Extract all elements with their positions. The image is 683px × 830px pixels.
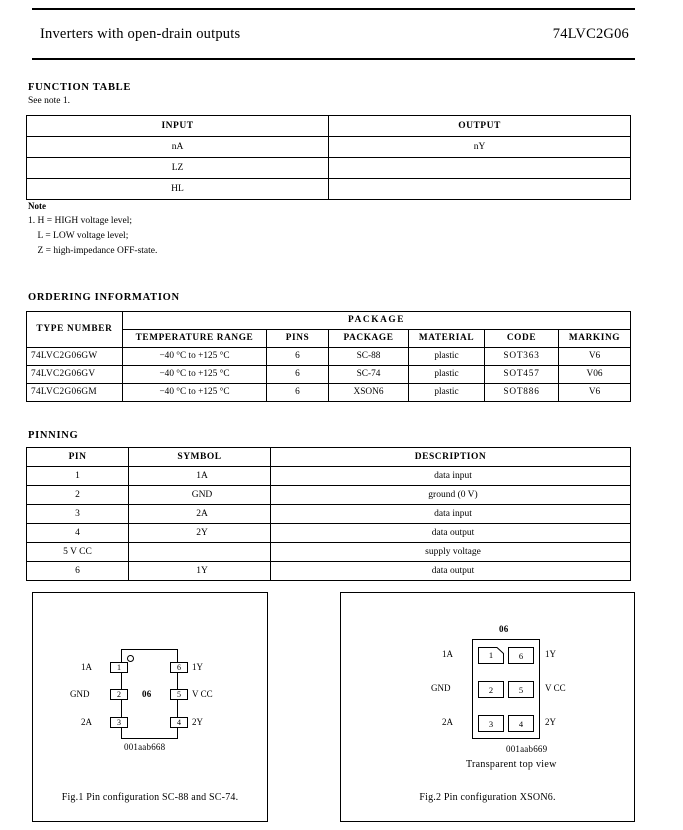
note-line: L = LOW voltage level;	[28, 231, 129, 241]
pad-pin-2: 2	[478, 681, 504, 698]
pinning-header-symbol: SYMBOL	[129, 448, 271, 467]
pinning-pin: 4	[27, 524, 129, 543]
function-output-value	[329, 158, 631, 179]
ordering-code: SOT457	[485, 366, 559, 384]
ordering-code: SOT363	[485, 348, 559, 366]
table-row	[27, 348, 631, 366]
function-input-value: nA	[27, 137, 329, 158]
ordering-temperature-range: −40 °C to +125 °C	[123, 348, 267, 366]
ordering-header-pins: PINS	[267, 330, 329, 348]
pad-pin-4: 4	[508, 715, 534, 732]
ordering-material: plastic	[409, 366, 485, 384]
pin-label-2y: 2Y	[192, 717, 203, 727]
pinning-symbol: 2A	[129, 505, 271, 524]
pinning-description: ground (0 V)	[271, 486, 631, 505]
pad-pin-3: 3	[478, 715, 504, 732]
pinning-symbol: 1Y	[129, 562, 271, 581]
pinning-header-pin: PIN	[27, 448, 129, 467]
pin-label-vcc: V CC	[545, 683, 566, 693]
function-table-subtitle: See note 1.	[28, 96, 70, 106]
function-output-value: nY	[329, 137, 631, 158]
ordering-marking: V06	[559, 366, 631, 384]
pin-label-gnd: GND	[431, 683, 451, 693]
pinning-pin: 5 V CC	[27, 543, 129, 562]
figure-2-caption: Fig.2 Pin configuration XSON6.	[419, 792, 556, 803]
lead-pin-5: 5	[170, 689, 188, 700]
pin-label-2a: 2A	[442, 717, 453, 727]
function-output-value	[329, 179, 631, 200]
ordering-header-temperature-range: TEMPERATURE RANGE	[123, 330, 267, 348]
figure-1-caption: Fig.1 Pin configuration SC-88 and SC-74.	[61, 792, 239, 803]
ordering-header-type-number: TYPE NUMBER	[27, 312, 123, 348]
lead-pin-3: 3	[110, 717, 128, 728]
ordering-pins: 6	[267, 366, 329, 384]
pinning-heading: PINNING	[28, 430, 79, 441]
table-row	[27, 158, 631, 179]
ordering-pins: 6	[267, 384, 329, 402]
pin-label-gnd: GND	[70, 689, 90, 699]
table-header-row	[27, 116, 631, 137]
lead-pin-2: 2	[110, 689, 128, 700]
pin1-dot-marker	[127, 655, 134, 662]
ordering-header-package: PACKAGE	[329, 330, 409, 348]
ordering-temperature-range: −40 °C to +125 °C	[123, 384, 267, 402]
pad-pin-1	[478, 647, 504, 664]
page-header	[32, 8, 635, 60]
pad-pin-6: 6	[508, 647, 534, 664]
pin-label-1a: 1A	[442, 649, 453, 659]
lead-pin-4: 4	[170, 717, 188, 728]
pinning-description: supply voltage	[271, 543, 631, 562]
pin-label-2a: 2A	[81, 717, 92, 727]
pinning-symbol: GND	[129, 486, 271, 505]
ordering-package: SC-74	[329, 366, 409, 384]
pinning-pin: 6	[27, 562, 129, 581]
ordering-pins: 6	[267, 348, 329, 366]
pin-label-1a: 1A	[81, 662, 92, 672]
ordering-code: SOT886	[485, 384, 559, 402]
ordering-material: plastic	[409, 384, 485, 402]
pinning-description: data input	[271, 467, 631, 486]
pin-label-vcc: V CC	[192, 689, 213, 699]
drawing-id: 001aab668	[124, 742, 166, 752]
table-header-row	[27, 312, 631, 330]
ordering-temperature-range: −40 °C to +125 °C	[123, 366, 267, 384]
table-row	[27, 366, 631, 384]
function-table-heading: FUNCTION TABLE	[28, 82, 132, 93]
pin-label-1y: 1Y	[192, 662, 203, 672]
pinning-table	[26, 447, 631, 581]
view-note: Transparent top view	[466, 759, 557, 770]
figure-2-box	[340, 592, 635, 822]
ordering-header-marking: MARKING	[559, 330, 631, 348]
table-header-row	[27, 448, 631, 467]
lead-pin-1: 1	[110, 662, 128, 673]
ordering-information-heading: ORDERING INFORMATION	[28, 292, 180, 303]
pinning-symbol: 2Y	[129, 524, 271, 543]
table-row	[27, 562, 631, 581]
table-row	[27, 467, 631, 486]
pinning-description: data output	[271, 562, 631, 581]
ordering-package: SC-88	[329, 348, 409, 366]
function-header-output: OUTPUT	[329, 116, 631, 137]
package-body-mark: 06	[499, 624, 509, 634]
pinning-symbol	[129, 543, 271, 562]
note-line: Z = high-impedance OFF-state.	[28, 246, 158, 256]
pin-label-1y: 1Y	[545, 649, 556, 659]
ordering-header-code: CODE	[485, 330, 559, 348]
ordering-header-package-group: PACKAGE	[123, 312, 631, 330]
lead-pin-6: 6	[170, 662, 188, 673]
ordering-header-material: MATERIAL	[409, 330, 485, 348]
part-number: 74LVC2G06	[552, 25, 629, 42]
function-input-value: HL	[27, 179, 329, 200]
pinning-pin: 3	[27, 505, 129, 524]
ordering-marking: V6	[559, 384, 631, 402]
table-row	[27, 179, 631, 200]
table-row	[27, 384, 631, 402]
pin-label-2y: 2Y	[545, 717, 556, 727]
pinning-description: data input	[271, 505, 631, 524]
table-row	[27, 543, 631, 562]
ordering-marking: V6	[559, 348, 631, 366]
table-row	[27, 524, 631, 543]
pinning-pin: 2	[27, 486, 129, 505]
pinning-header-description: DESCRIPTION	[271, 448, 631, 467]
pinning-description: data output	[271, 524, 631, 543]
function-header-input: INPUT	[27, 116, 329, 137]
function-input-value: LZ	[27, 158, 329, 179]
table-row	[27, 505, 631, 524]
pad-pin-5: 5	[508, 681, 534, 698]
figure-1-box	[32, 592, 268, 822]
ordering-type-number: 74LVC2G06GV	[27, 366, 123, 384]
package-body-mark: 06	[142, 689, 152, 699]
note-line: 1. H = HIGH voltage level;	[28, 216, 133, 226]
ordering-material: plastic	[409, 348, 485, 366]
page-title: Inverters with open-drain outputs	[40, 25, 241, 42]
ordering-information-table	[26, 311, 631, 402]
ordering-type-number: 74LVC2G06GW	[27, 348, 123, 366]
pinning-pin: 1	[27, 467, 129, 486]
function-table	[26, 115, 631, 200]
ordering-package: XSON6	[329, 384, 409, 402]
table-row	[27, 137, 631, 158]
pad-number: 1	[488, 650, 494, 660]
drawing-id: 001aab669	[506, 744, 548, 754]
note-title: Note	[28, 201, 46, 211]
table-row	[27, 486, 631, 505]
note-block	[28, 201, 157, 256]
ordering-type-number: 74LVC2G06GM	[27, 384, 123, 402]
pinning-symbol: 1A	[129, 467, 271, 486]
